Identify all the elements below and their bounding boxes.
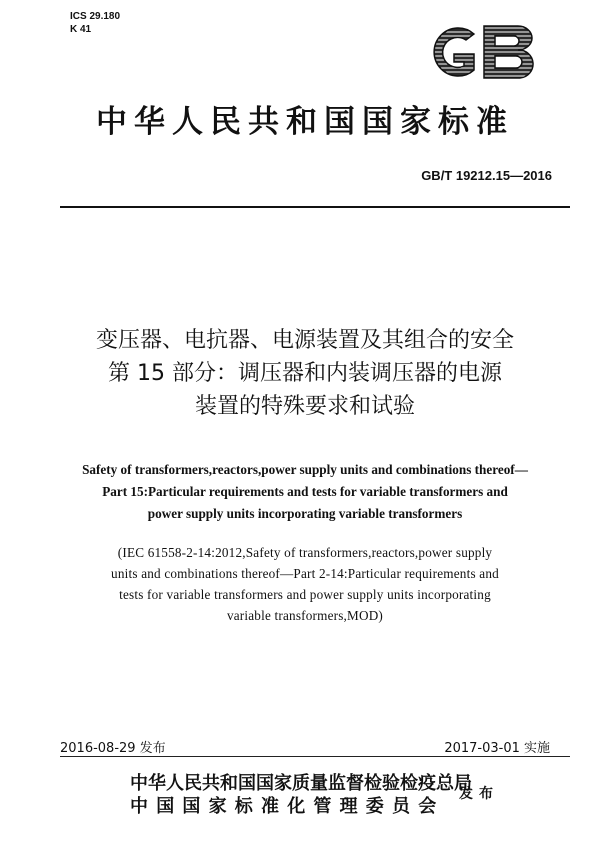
publisher-line-2: 中国国家标准化管理委员会	[130, 796, 445, 817]
iec-reference-line-1: (IEC 61558-2-14:2012,Safety of transformers,reactors,power supply	[117, 545, 493, 560]
english-title-line-3: power supply units incorporating variable transformers	[147, 506, 463, 521]
iec-reference-line-3: tests for variable transformers and power supply units incorporating	[119, 587, 491, 602]
publisher-line-1: 中华人民共和国国家质量监督检验检疫总局	[130, 773, 472, 794]
footer-divider	[60, 756, 570, 757]
iec-reference-line-2: units and combinations thereof—Part 2-14:Particular requirements and	[111, 566, 499, 581]
publish-date: 2016-08-29 发布	[60, 741, 166, 756]
chinese-title-line-1: 变压器、电抗器、电源装置及其组合的安全	[95, 328, 514, 353]
classification-codes	[70, 10, 120, 36]
ics-code: ICS 29.180	[70, 11, 121, 22]
chinese-title-line-2: 第 15 部分：调压器和内装调压器的电源	[108, 361, 502, 386]
organization-title: 中华人民共和国国家标准	[96, 104, 514, 140]
iec-reference	[0, 542, 610, 626]
publisher-block	[130, 772, 472, 818]
english-title-line-1: Safety of transformers,reactors,power supply units and combinations thereof—	[82, 462, 528, 477]
issue-label: 发布	[459, 786, 499, 802]
gb-logo-text: GB	[479, 58, 481, 59]
standard-number: GB/T 19212.15—2016	[421, 168, 552, 183]
gb-logo	[418, 14, 540, 90]
header-divider	[60, 206, 570, 208]
chinese-title-line-3: 装置的特殊要求和试验	[194, 394, 415, 419]
ccs-code: K 41	[70, 24, 92, 35]
chinese-title	[0, 324, 610, 423]
implement-date: 2017-03-01 实施	[444, 741, 550, 756]
english-title-line-2: Part 15:Particular requirements and tests for variable transformers and	[102, 484, 508, 499]
iec-reference-line-4: variable transformers,MOD)	[226, 608, 384, 623]
english-title	[0, 459, 610, 525]
